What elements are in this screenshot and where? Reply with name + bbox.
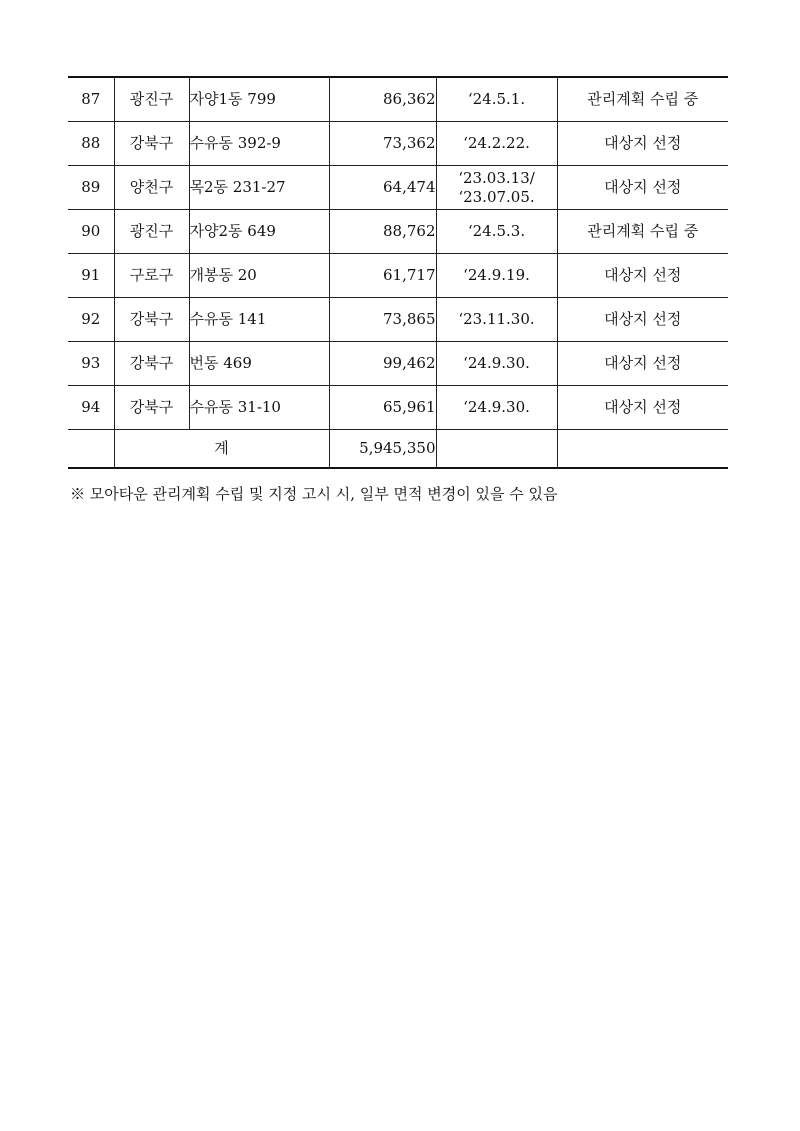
date-line: ‘24.5.1.: [467, 90, 526, 108]
location-cell: 수유동 392-9: [189, 122, 329, 166]
date-line: ‘24.2.22.: [463, 134, 530, 152]
area-cell: 61,717: [329, 254, 436, 298]
date-cell: [436, 210, 557, 254]
status-cell: 대상지 선정: [557, 254, 728, 298]
table-row: [68, 122, 728, 166]
date-line: ‘24.9.19.: [463, 266, 530, 284]
area-cell: 88,762: [329, 210, 436, 254]
date-cell: [436, 342, 557, 386]
row-number-cell: 94: [68, 386, 114, 430]
district-cell: 강북구: [114, 386, 189, 430]
table-row: [68, 298, 728, 342]
status-cell: 대상지 선정: [557, 386, 728, 430]
date-cell: [436, 166, 557, 210]
area-cell: 73,362: [329, 122, 436, 166]
status-cell: 대상지 선정: [557, 298, 728, 342]
status-cell: 대상지 선정: [557, 166, 728, 210]
date-cell: [436, 122, 557, 166]
row-number-cell: 89: [68, 166, 114, 210]
table-body: [68, 77, 728, 468]
date-line: ‘24.9.30.: [463, 398, 530, 416]
table-row: [68, 77, 728, 122]
date-cell: [436, 298, 557, 342]
table-row: [68, 166, 728, 210]
district-cell: 강북구: [114, 298, 189, 342]
date-cell: [436, 77, 557, 122]
date-line: ‘23.03.13/: [458, 168, 535, 187]
area-cell: 73,865: [329, 298, 436, 342]
row-number-cell: 88: [68, 122, 114, 166]
table-row: [68, 254, 728, 298]
status-cell: 관리계획 수립 중: [557, 77, 728, 122]
total-blank-cell: [68, 430, 114, 469]
table-row: [68, 386, 728, 430]
location-cell: 목2동 231-27: [189, 166, 329, 210]
location-cell: 개봉동 20: [189, 254, 329, 298]
row-number-cell: 87: [68, 77, 114, 122]
table-row: [68, 210, 728, 254]
footnote: ※ 모아타운 관리계획 수립 및 지정 고시 시, 일부 면적 변경이 있을 수 있음: [70, 485, 558, 503]
date-cell: [436, 254, 557, 298]
date-line: ‘23.11.30.: [458, 310, 535, 328]
date-line: ‘24.9.30.: [463, 354, 530, 372]
district-cell: 강북구: [114, 122, 189, 166]
district-cell: 양천구: [114, 166, 189, 210]
area-cell: 99,462: [329, 342, 436, 386]
total-label-cell: 계: [114, 430, 329, 469]
table-row: [68, 342, 728, 386]
total-blank-cell: [557, 430, 728, 469]
total-blank-cell: [436, 430, 557, 469]
row-number-cell: 90: [68, 210, 114, 254]
district-cell: 광진구: [114, 77, 189, 122]
date-line: ‘24.5.3.: [467, 222, 526, 240]
location-cell: 자양2동 649: [189, 210, 329, 254]
area-cell: 64,474: [329, 166, 436, 210]
status-cell: 관리계획 수립 중: [557, 210, 728, 254]
area-cell: 86,362: [329, 77, 436, 122]
district-cell: 강북구: [114, 342, 189, 386]
location-cell: 자양1동 799: [189, 77, 329, 122]
row-number-cell: 92: [68, 298, 114, 342]
date-cell: [436, 386, 557, 430]
total-area-cell: 5,945,350: [329, 430, 436, 469]
location-cell: 번동 469: [189, 342, 329, 386]
district-cell: 광진구: [114, 210, 189, 254]
district-cell: 구로구: [114, 254, 189, 298]
total-row: [68, 430, 728, 469]
status-cell: 대상지 선정: [557, 342, 728, 386]
location-cell: 수유동 141: [189, 298, 329, 342]
date-line: ‘23.07.05.: [458, 187, 535, 206]
row-number-cell: 91: [68, 254, 114, 298]
moa-town-table: [68, 76, 728, 469]
area-cell: 65,961: [329, 386, 436, 430]
row-number-cell: 93: [68, 342, 114, 386]
status-cell: 대상지 선정: [557, 122, 728, 166]
location-cell: 수유동 31-10: [189, 386, 329, 430]
